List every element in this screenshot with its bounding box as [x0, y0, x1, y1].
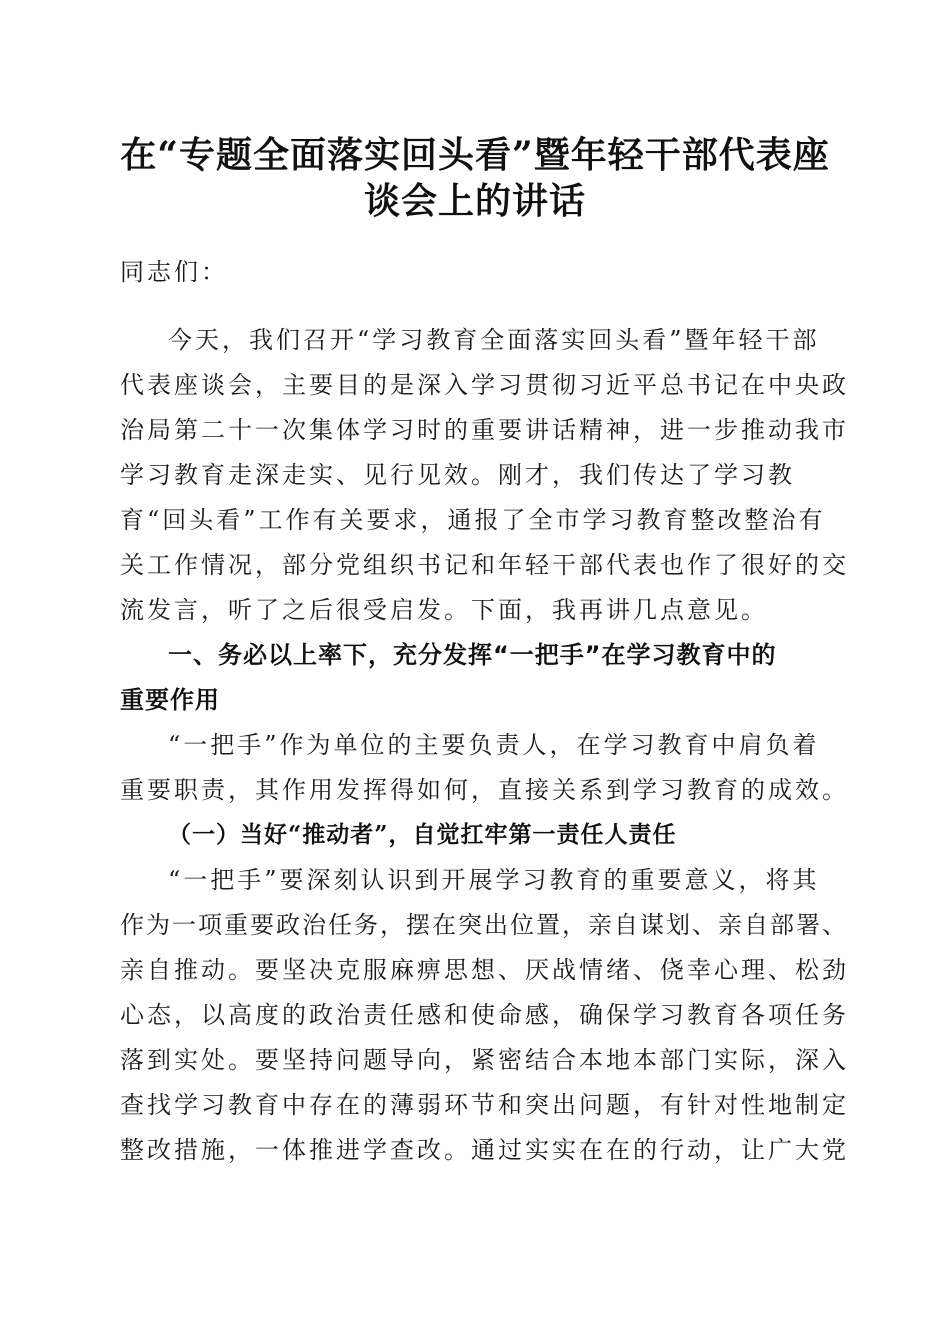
intro-line: 治局第二十一次集体学习时的重要讲话精神，进一步推动我市: [120, 416, 849, 444]
section-heading: 一、务必以上率下，充分发挥“一把手”在学习教育中的: [168, 641, 777, 669]
subsection-paragraph-line: 整改措施，一体推进学查改。通过实实在在的行动，让广大党: [120, 1136, 849, 1164]
section-heading: 重要作用: [120, 686, 220, 714]
subsection-paragraph-line: “一把手”要深刻认识到开展学习教育的重要意义，将其: [168, 866, 820, 894]
intro-line: 育“回头看”工作有关要求，通报了全市学习教育整改整治有: [120, 506, 826, 534]
intro-line: 学习教育走深走实、见行见效。刚才，我们传达了学习教: [120, 461, 795, 489]
salutation: 同志们：: [120, 258, 228, 286]
document-title: [100, 132, 850, 224]
title-line: 谈会上的讲话: [363, 180, 586, 222]
subsection-paragraph-line: 查找学习教育中存在的薄弱环节和突出问题，有针对性地制定: [120, 1091, 849, 1119]
intro-line: 代表座谈会，主要目的是深入学习贯彻习近平总书记在中央政: [120, 371, 849, 399]
subsection-paragraph-line: 落到实处。要坚持问题导向，紧密结合本地本部门实际，深入: [120, 1046, 849, 1074]
section-paragraph-line: “一把手”作为单位的主要负责人，在学习教育中肩负着: [168, 731, 820, 759]
intro-line: 关工作情况，部分党组织书记和年轻干部代表也作了很好的交: [120, 551, 849, 579]
section-paragraph-line: 重要职责，其作用发挥得如何，直接关系到学习教育的成效。: [120, 776, 849, 804]
subsection-heading: （一）当好“推动者”，自觉扛牢第一责任人责任: [168, 821, 677, 848]
title-line: 在“专题全面落实回头看”暨年轻干部代表座: [120, 134, 830, 176]
subsection-paragraph-line: 作为一项重要政治任务，摆在突出位置，亲自谋划、亲自部署、: [120, 911, 848, 939]
subsection-paragraph-line: 心态，以高度的政治责任感和使命感，确保学习教育各项任务: [120, 1001, 849, 1029]
intro-line: 流发言，听了之后很受启发。下面，我再讲几点意见。: [120, 596, 768, 624]
intro-line: 今天，我们召开“学习教育全面落实回头看”暨年轻干部: [168, 326, 820, 354]
subsection-paragraph-line: 亲自推动。要坚决克服麻痹思想、厌战情绪、侥幸心理、松劲: [120, 956, 849, 984]
